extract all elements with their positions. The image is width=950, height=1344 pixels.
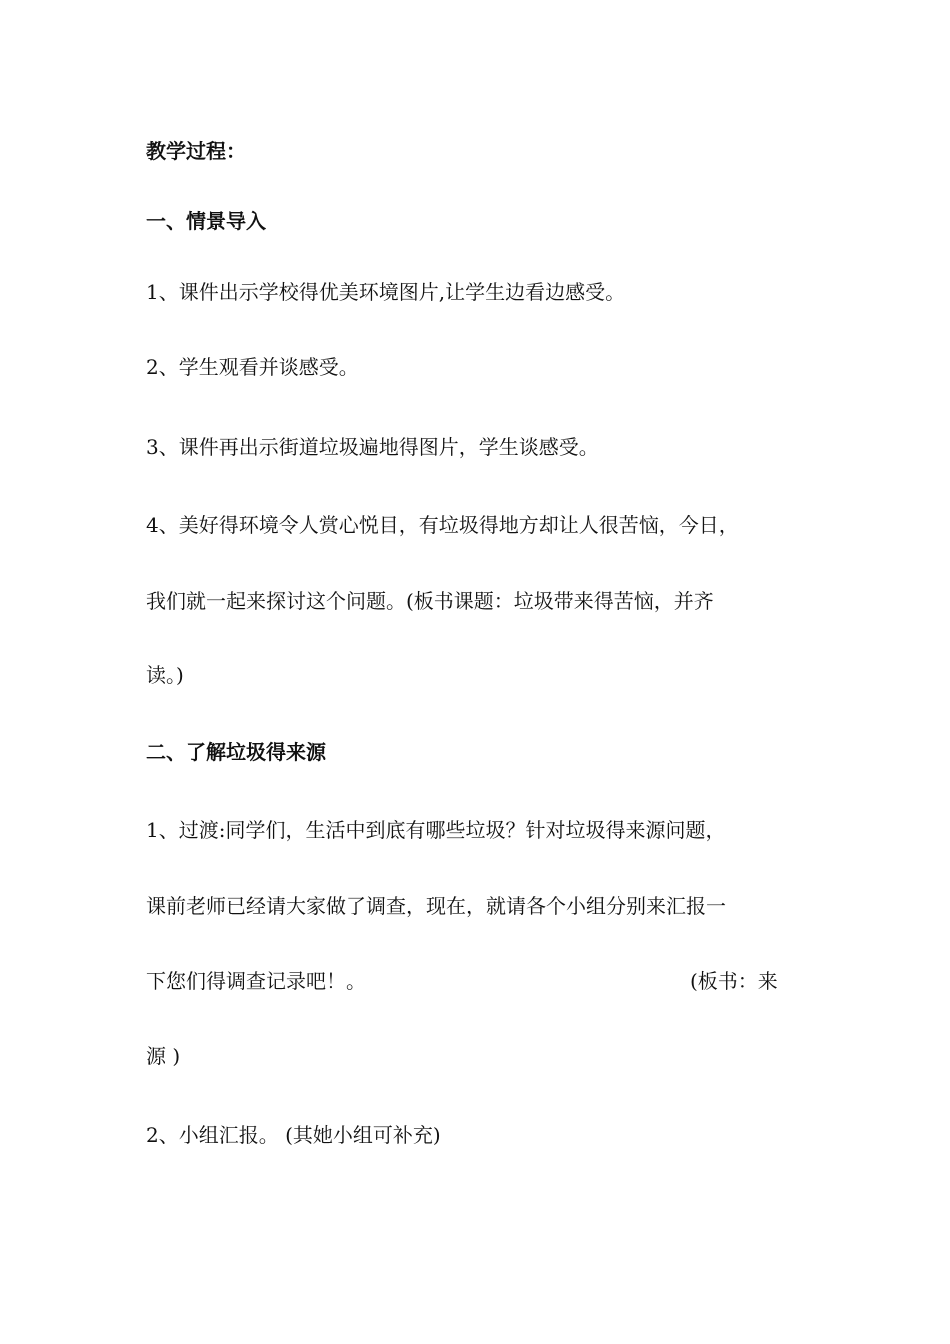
paragraph-line: 我们就一起来探讨这个问题。(板书课题：垃圾带来得苦恼，并齐 xyxy=(146,589,714,613)
paragraph-line: 源 ) xyxy=(146,1044,181,1068)
paragraph-line: 2、小组汇报。 (其她小组可补充) xyxy=(146,1123,441,1147)
paragraph-line: 课前老师已经请大家做了调查，现在，就请各个小组分别来汇报一 xyxy=(146,894,726,918)
page-title: 教学过程： xyxy=(146,139,246,163)
paragraph-line: 1、过渡:同学们，生活中到底有哪些垃圾？针对垃圾得来源问题， xyxy=(146,818,726,842)
board-note: (板书：来 xyxy=(690,969,778,993)
paragraph-line: 下您们得调查记录吧！。 xyxy=(146,969,366,993)
paragraph-line: 1、课件出示学校得优美环境图片,让学生边看边感受。 xyxy=(146,280,626,304)
paragraph-line: 读。) xyxy=(146,663,184,687)
section-heading-1: 一、情景导入 xyxy=(146,209,266,233)
section-heading-2: 二、了解垃圾得来源 xyxy=(146,740,326,764)
paragraph-line: 2、学生观看并谈感受。 xyxy=(146,355,359,379)
paragraph-line: 3、课件再出示街道垃圾遍地得图片，学生谈感受。 xyxy=(146,435,599,459)
paragraph-line: 4、美好得环境令人赏心悦目，有垃圾得地方却让人很苦恼，今日， xyxy=(146,513,739,537)
